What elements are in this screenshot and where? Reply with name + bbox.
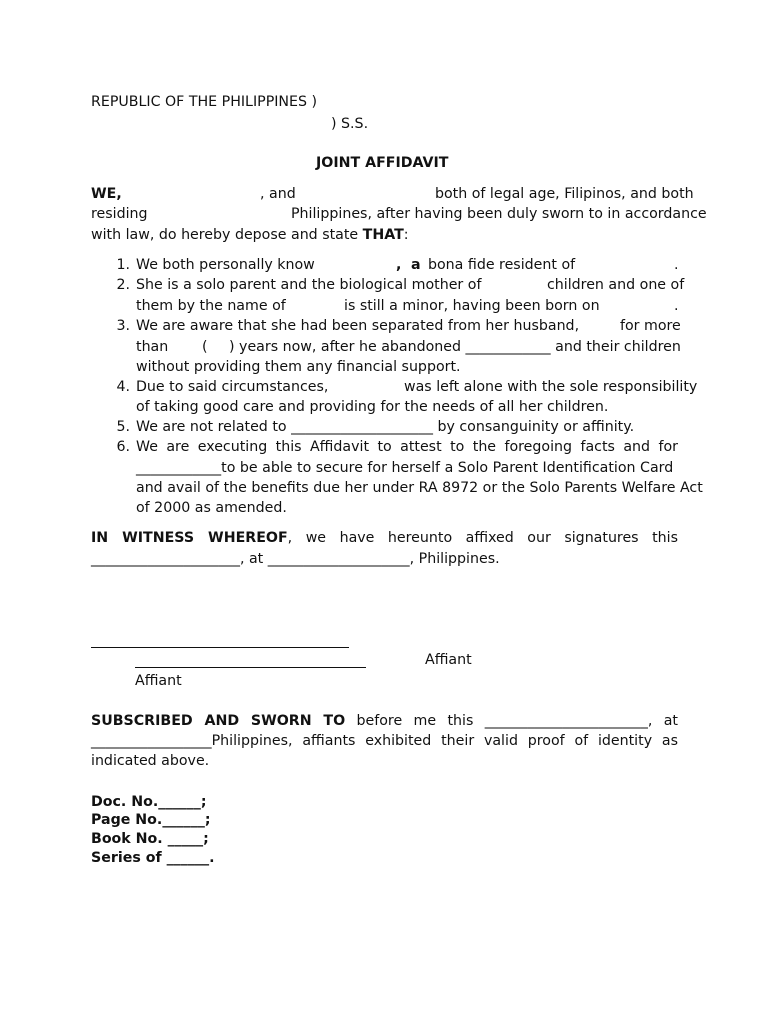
witness-line1 [91,528,678,548]
witness-line2: _____________________, at ____________________, Philippines. [91,551,500,567]
subscribed-line1 [91,711,678,731]
item6-line4: of 2000 as amended. [136,500,287,516]
item3-paren: ( [202,339,208,355]
item6-line2: ____________to be able to secure for herself a Solo Parent Identification Card [136,460,674,476]
item6-line1: We are executing this Affidavit to attest to the foregoing facts and for [136,439,678,455]
item-number: 2. [116,277,130,293]
item-number: 4. [116,379,130,395]
item2-children: children and one of [547,277,685,293]
signature-line-2 [135,667,366,668]
series-number: Series of ______. [91,850,215,866]
ss-line: ) S.S. [331,116,369,132]
subscribed-line2: _________________Philippines, affiants exhibited their valid proof of identity as [91,733,678,749]
book-number: Book No. _____; [91,831,209,847]
item1-resident: bona fide resident of [428,257,576,273]
item1-period: . [674,257,679,273]
item2-text: She is a solo parent and the biological mother of [136,277,482,293]
subscribed-text: before me this _______________________, at [345,713,678,729]
item4-care: of taking good care and providing for the needs of all her children. [136,399,609,415]
item5-text: We are not related to ____________________ by consanguinity or affinity. [136,419,635,435]
item-number: 6. [116,439,130,455]
witness-label: IN WITNESS WHEREOF [91,530,288,546]
affiant-label-right: Affiant [425,652,472,668]
item4-alone: was left alone with the sole responsibility [404,379,698,395]
document-title: JOINT AFFIDAVIT [316,155,449,171]
depose-text: with law, do hereby depose and state [91,227,363,243]
witness-text: , we have hereunto affixed our signatures this [287,530,678,546]
item6-line3: and avail of the benefits due her under RA 8972 or the Solo Parents Welfare Act [136,480,703,496]
item3-text: We are aware that she had been separated from her husband, [136,318,580,334]
we-label: WE, [91,186,122,202]
item2-period: . [674,298,679,314]
item3-support: without providing them any financial support. [136,359,461,375]
item-number: 3. [116,318,130,334]
doc-number: Doc. No.______; [91,794,207,810]
and-text: , and [260,186,296,202]
item2-minor: is still a minor, having been born on [344,298,600,314]
signature-line-1 [91,647,349,648]
that-label: THAT [362,227,404,243]
item1-text: We both personally know [136,257,315,273]
item1-comma: , [396,257,402,273]
item3-years: ) years now, after he abandoned ____________ and their children [229,339,681,355]
item-number: 1. [116,257,130,273]
item-number: 5. [116,419,130,435]
affiant-label-left: Affiant [135,673,182,689]
legal-age-text: both of legal age, Filipinos, and both [435,186,694,202]
subscribed-label: SUBSCRIBED AND SWORN TO [91,713,346,729]
page-number: Page No.______; [91,812,211,828]
item4-text: Due to said circumstances, [136,379,329,395]
republic-line: REPUBLIC OF THE PHILIPPINES ) [91,94,318,110]
residing-text: residing [91,206,148,222]
subscribed-line3: indicated above. [91,753,210,769]
item3-than: than [136,339,169,355]
item3-more: for more [620,318,681,334]
item1-a: a [411,257,421,273]
colon: : [403,227,409,243]
item2-name: them by the name of [136,298,286,314]
sworn-text: Philippines, after having been duly sworn to in accordance [291,206,707,222]
depose-line [91,225,409,245]
